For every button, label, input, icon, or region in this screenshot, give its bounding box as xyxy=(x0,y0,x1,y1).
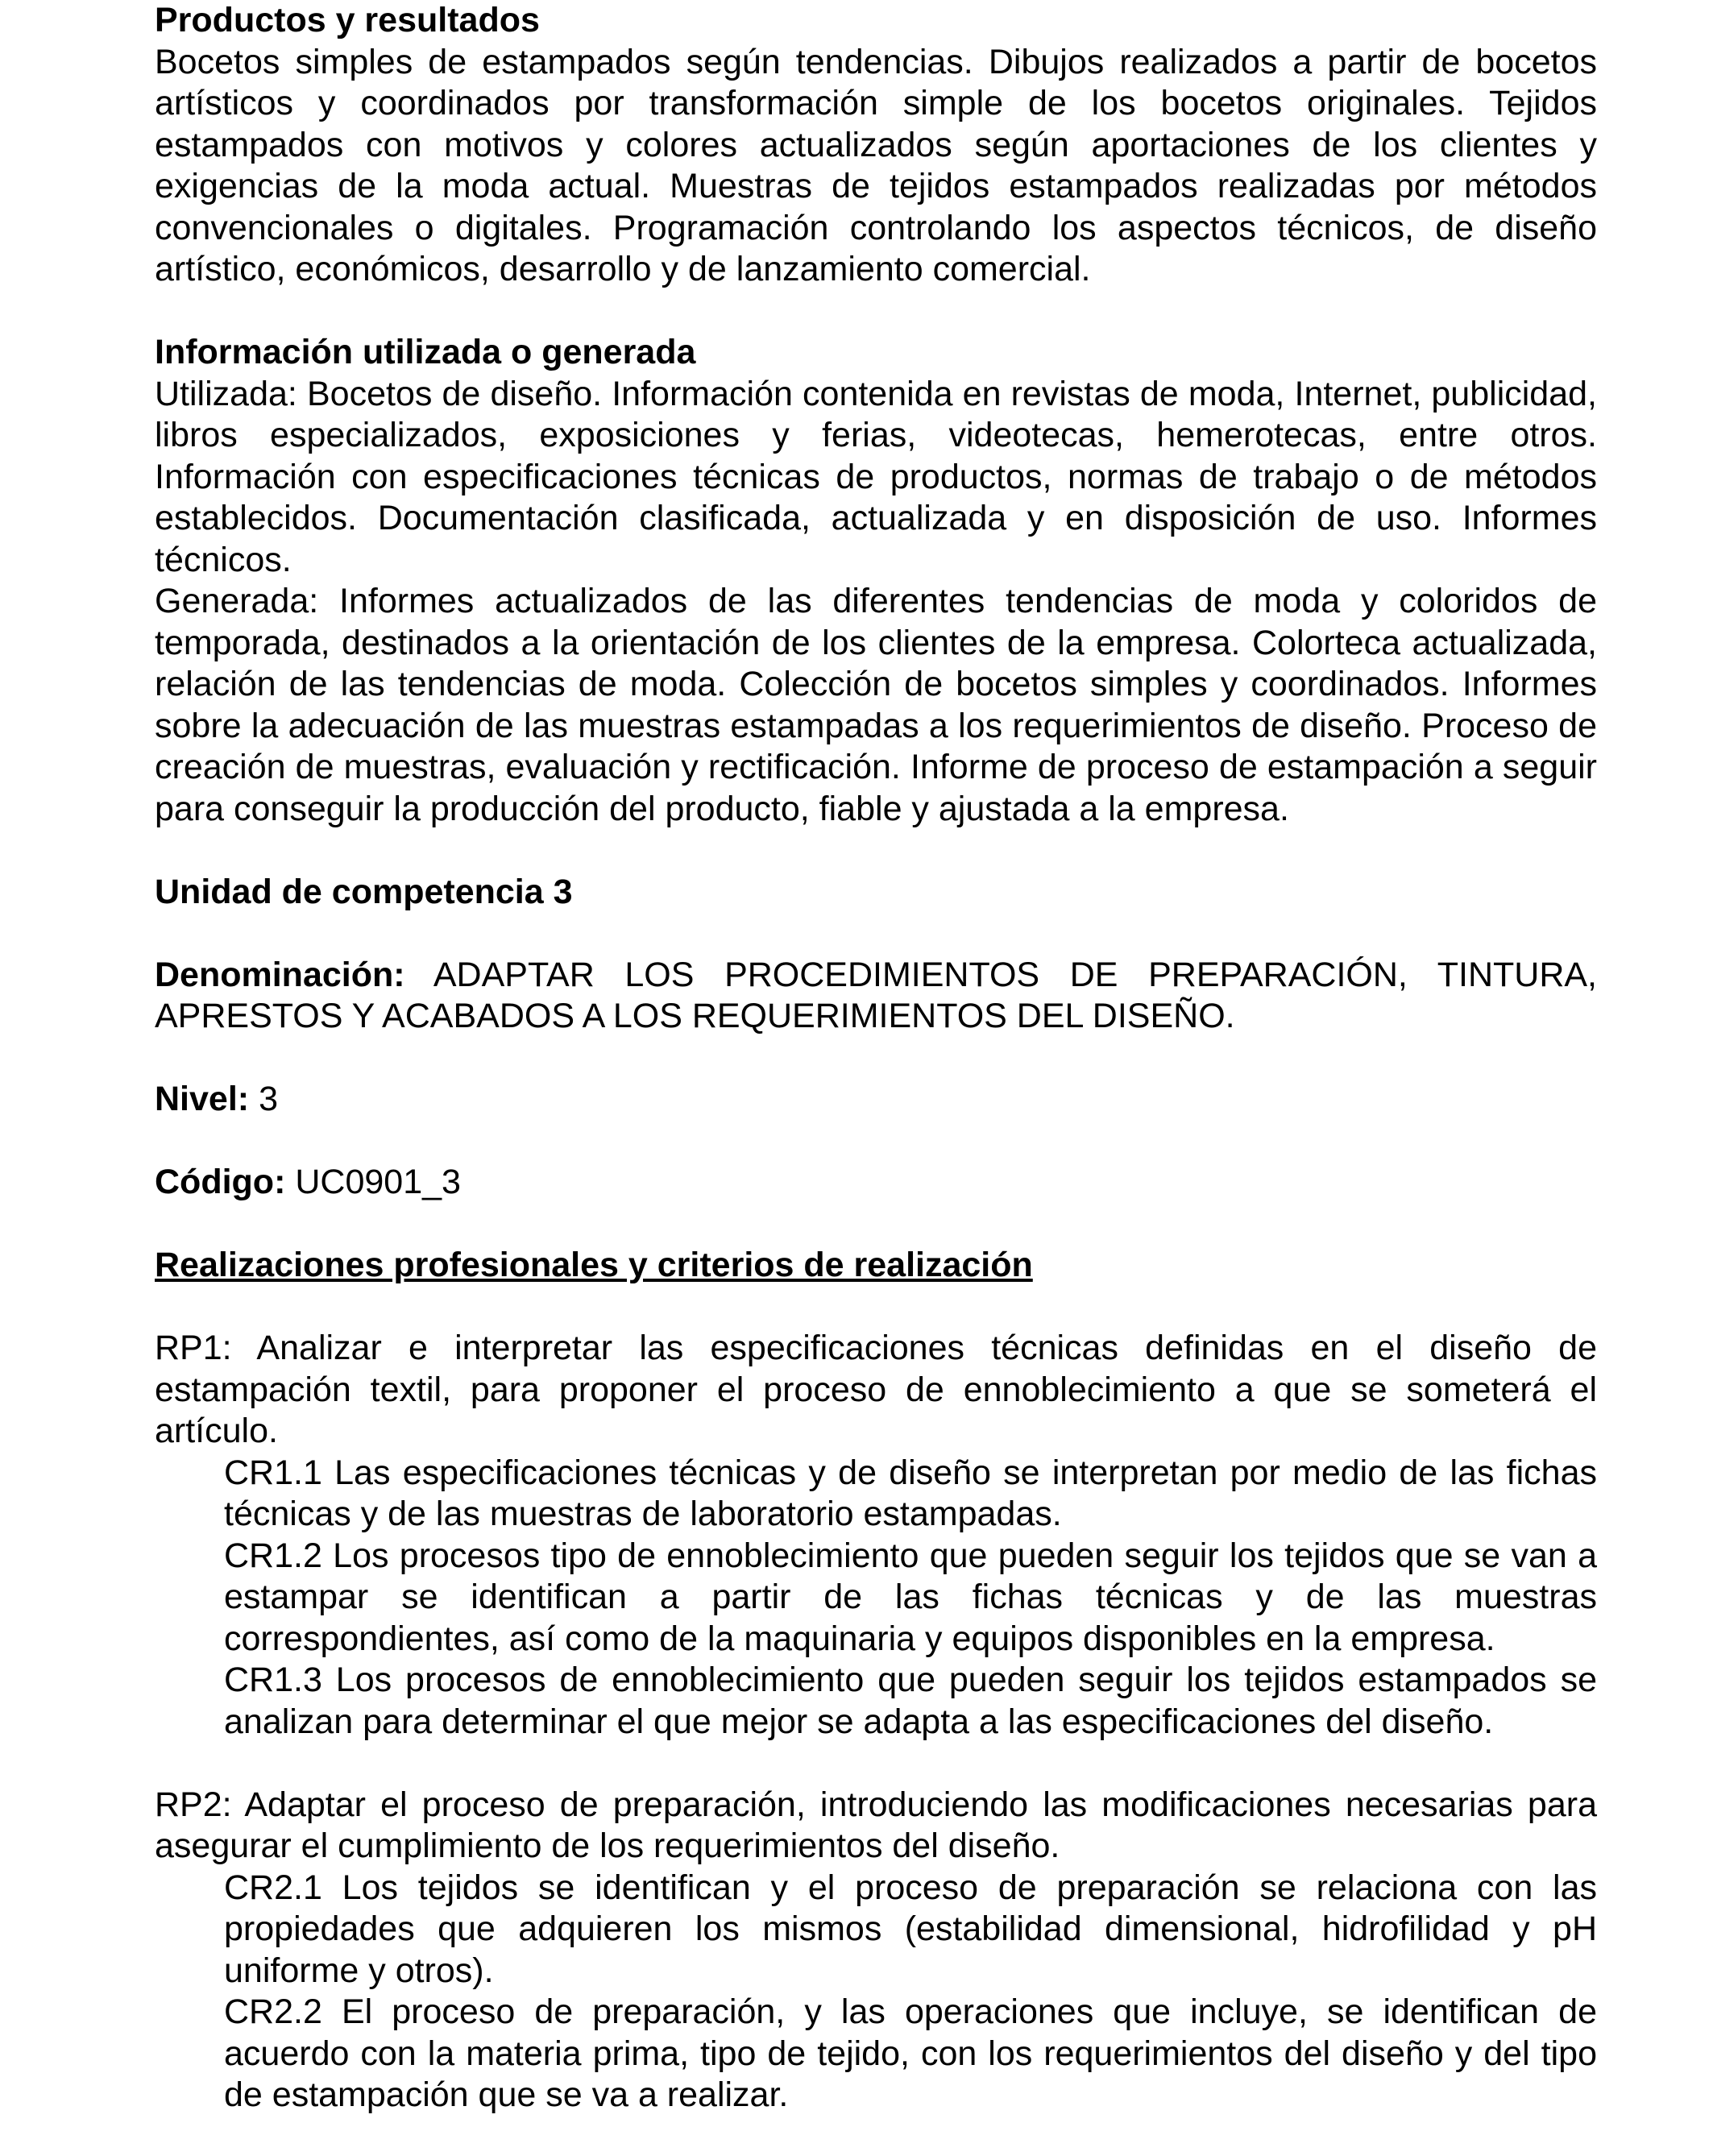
denominacion-label: Denominación: xyxy=(155,955,405,994)
section-heading-realizaciones: Realizaciones profesionales y criterios de realización xyxy=(155,1246,1033,1284)
nivel-label: Nivel: xyxy=(155,1080,250,1118)
spacer xyxy=(155,1204,1597,1246)
rp2-paragraph: RP2: Adaptar el proceso de preparación, introduciendo las modificaciones necesarias para asegurar el cumplimiento de los requerimientos del diseño. xyxy=(155,1785,1597,1865)
spacer xyxy=(155,291,1597,333)
spacer xyxy=(155,1121,1597,1163)
codigo-value: UC0901_3 xyxy=(295,1163,461,1201)
spacer xyxy=(155,1287,1597,1329)
spacer xyxy=(155,913,1597,955)
criterion-cr2-1: CR2.1 Los tejidos se identifican y el proceso de preparación se relaciona con las propiedades que adquieren los mismos (estabilidad dimensional, hidrofilidad y pH uniforme y otros). xyxy=(224,1868,1597,1990)
denominacion-value: ADAPTAR LOS PROCEDIMIENTOS DE PREPARACIÓN, TINTURA, APRESTOS Y ACABADOS A LOS REQUERIMIENTOS DEL DISEÑO. xyxy=(155,955,1597,1035)
section-heading-informacion: Información utilizada o generada xyxy=(155,333,696,371)
section-heading-unidad: Unidad de competencia 3 xyxy=(155,872,573,911)
paragraph-utilizada: Utilizada: Bocetos de diseño. Información contenida en revistas de moda, Internet, publicidad, libros especializados, exposiciones y ferias, videotecas, hemerotecas, entre otros. Información con especificaciones técnicas de productos, normas de trabajo o de métodos establecidos. Documentación clasificada, actualizada y en disposición de uso. Informes técnicos. xyxy=(155,374,1597,579)
nivel-value: 3 xyxy=(259,1080,278,1118)
spacer xyxy=(155,1038,1597,1080)
spacer xyxy=(155,1743,1597,1785)
codigo-label: Código: xyxy=(155,1163,286,1201)
denominacion-line xyxy=(155,955,1597,1038)
criterion-cr1-1: CR1.1 Las especificaciones técnicas y de diseño se interpretan por medio de las fichas técnicas y de las muestras de laboratorio estampadas. xyxy=(224,1453,1597,1533)
section-heading-productos: Productos y resultados xyxy=(155,1,540,39)
rp1-paragraph: RP1: Analizar e interpretar las especificaciones técnicas definidas en el diseño de estampación textil, para proponer el proceso de ennoblecimiento a que se someterá el artículo. xyxy=(155,1329,1597,1450)
paragraph-generada: Generada: Informes actualizados de las diferentes tendencias de moda y coloridos de temporada, destinados a la orientación de los clientes de la empresa. Colorteca actualizada, relación de las tendencias de moda. Colección de bocetos simples y coordinados. Informes sobre la adecuación de las muestras estampadas a los requerimientos de diseño. Proceso de creación de muestras, evaluación y rectificación. Informe de proceso de estampación a seguir para conseguir la producción del producto, fiable y ajustada a la empresa. xyxy=(155,582,1597,828)
nivel-line xyxy=(155,1079,1597,1121)
criterion-cr2-2: CR2.2 El proceso de preparación, y las operaciones que incluye, se identifican de acuerdo con la materia prima, tipo de tejido, con los requerimientos del diseño y del tipo de estampación que se va a realizar. xyxy=(224,1992,1597,2114)
document-page xyxy=(155,0,1597,2117)
codigo-line xyxy=(155,1162,1597,1204)
criterion-cr1-3: CR1.3 Los procesos de ennoblecimiento que pueden seguir los tejidos estampados se analizan para determinar el que mejor se adapta a las especificaciones del diseño. xyxy=(224,1661,1597,1741)
criterion-cr1-2: CR1.2 Los procesos tipo de ennoblecimiento que pueden seguir los tejidos que se van a estampar se identifican a partir de las fichas técnicas y de las muestras correspondientes, así como de la maquinaria y equipos disponibles en la empresa. xyxy=(224,1536,1597,1658)
spacer xyxy=(155,830,1597,872)
paragraph-productos: Bocetos simples de estampados según tendencias. Dibujos realizados a partir de bocetos artísticos y coordinados por transformación simple de los bocetos originales. Tejidos estampados con motivos y colores actualizados según aportaciones de los clientes y exigencias de la moda actual. Muestras de tejidos estampados realizadas por métodos convencionales o digitales. Programación controlando los aspectos técnicos, de diseño artístico, económicos, desarrollo y de lanzamiento comercial. xyxy=(155,42,1597,288)
